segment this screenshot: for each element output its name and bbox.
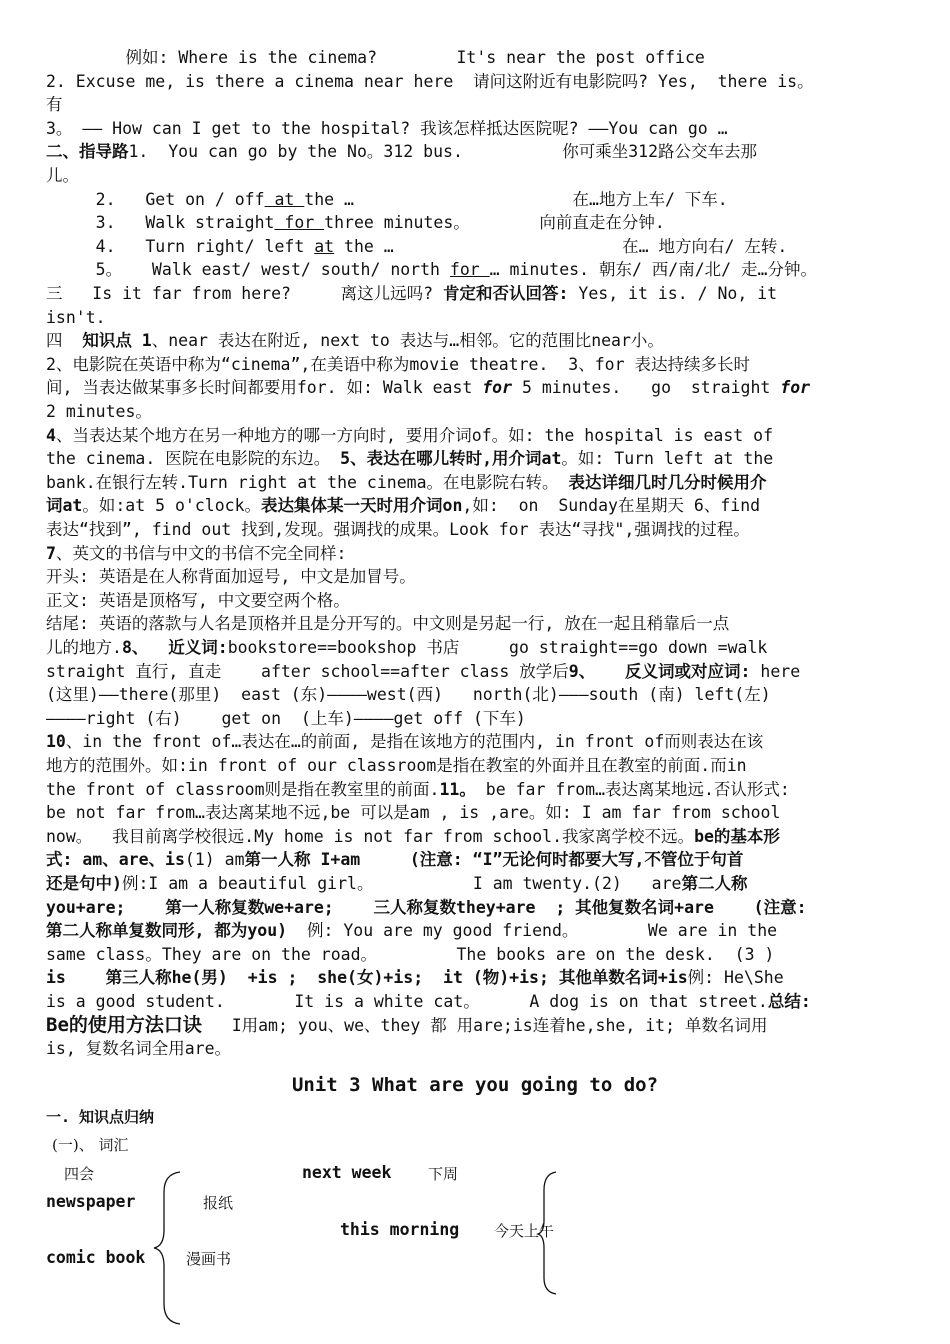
left-brace <box>150 1168 190 1328</box>
text-run: at <box>264 189 305 209</box>
text-run: 肯定和否认回答: <box>443 284 569 303</box>
text-run: 式: am、are、is <box>46 850 185 870</box>
text-line <box>46 164 904 188</box>
vocab-newspaper-cn: 报纸 <box>203 1194 234 1212</box>
text-run: 儿的地方. <box>46 638 122 657</box>
vocab-comic-book-cn: 漫画书 <box>186 1250 232 1268</box>
text-line <box>46 754 904 778</box>
text-run: 5、表达在哪儿转时,用介词at <box>340 449 562 469</box>
text-run: the … 在… 地方向右/ 左转. <box>334 236 788 256</box>
text-run: 2、电影院在英语中称为“cinema”,在美语中称为movie theatre. 3、for 表达持续多长时 <box>46 354 750 374</box>
text-run: Yes, it is. / No, it <box>568 284 778 303</box>
text-run: here <box>750 661 801 681</box>
text-run: 。如: Turn left at the <box>561 449 774 469</box>
text-line <box>46 494 904 518</box>
text-line <box>46 188 904 212</box>
text-run: be far from…表达离某地远.否认形式: <box>475 779 790 799</box>
text-run: 结尾: 英语的落款与人名是顶格并且是分开写的。中文则是另起一行, 放在一起且稍靠后一点 <box>46 614 730 634</box>
text-line <box>46 353 904 377</box>
unit-title: Unit 3 What are you going to do? <box>291 1074 659 1096</box>
text-run: the front of classroom则是指在教室里的前面. <box>46 779 440 799</box>
text-line <box>46 848 904 872</box>
text-line <box>46 1037 904 1061</box>
text-line <box>46 943 904 967</box>
text-line <box>46 258 904 282</box>
text-run: ————right (右) get on (上车)————get off (下车) <box>46 708 526 728</box>
text-run: 第二人称单复数同形, 都为you) <box>46 921 288 941</box>
text-line <box>46 636 904 660</box>
text-run: (1) am <box>184 850 245 870</box>
text-run: 正文: 英语是顶格写, 中文要空两个格。 <box>46 590 350 610</box>
text-run: 8、 近义词: <box>121 638 228 657</box>
text-run: you+are; 第一人称复数we+are; 三人称复数they+are ; 其他复数名词+are (注意: <box>46 897 807 917</box>
text-line <box>46 778 904 802</box>
text-line <box>46 211 904 235</box>
text-run: 表达详细几时几分时候用介 <box>568 472 767 492</box>
text-run: isn't. <box>46 307 106 327</box>
text-line <box>46 872 904 896</box>
text-line <box>46 376 904 400</box>
text-line <box>46 730 904 754</box>
text-line <box>46 565 904 589</box>
text-run: bookstore==bookshop 书店 go straight==go down =walk <box>227 638 768 657</box>
vocab-comic-book: comic book <box>46 1248 146 1267</box>
text-line <box>46 306 904 330</box>
text-run: three minutes。 向前直走在分钟. <box>324 213 665 233</box>
text-line <box>46 660 904 684</box>
text-line <box>46 966 904 990</box>
text-run: 4. Turn right/ left <box>46 236 315 256</box>
text-run: be的基本形 <box>694 826 780 846</box>
text-line <box>46 424 904 448</box>
text-run: for <box>274 213 325 233</box>
text-run: 例:I am a beautiful girl。 I am twenty.(2) are <box>121 874 682 893</box>
text-run: now。 我目前离学校很远.My home is not far from school.我家离学校不远。 <box>46 826 695 846</box>
text-run: 词at <box>46 496 83 516</box>
text-run: 表达“找到”, find out 找到,发现。强调找的成果。Look for 表达“寻找",强调找的过程。 <box>46 520 750 539</box>
text-run: 、英文的书信与中文的书信不完全同样: <box>55 543 347 563</box>
text-line <box>46 235 904 259</box>
vocab-this-morning-cn: 今天上午 <box>494 1222 555 1240</box>
text-run: 第二人称 <box>681 874 748 893</box>
text-run: 例如: Where is the cinema? It's near the post office <box>46 48 705 67</box>
text-run: 3。 —— How can I get to the hospital? 我该怎样抵达医院呢? ——You can go … <box>46 118 728 138</box>
text-run: 1. You can go by the No。312 bus. 你可乘坐312路公交车去那 <box>128 142 758 162</box>
text-run: 总结: <box>767 992 811 1011</box>
text-run: 例: He\She <box>687 968 784 988</box>
text-line <box>46 589 904 613</box>
text-run: 开头: 英语是在人称背面加逗号, 中文是加冒号。 <box>46 567 416 587</box>
text-run: straight 直行, 直走 after school==after class 放学后 <box>46 661 569 681</box>
text-run: 5。 Walk east/ west/ south/ north <box>46 260 450 280</box>
text-run: 还是句中) <box>46 874 122 893</box>
text-run: 2. Excuse me, is there a cinema near here 请问这附近有电影院吗? Yes, there is。 <box>46 71 814 91</box>
text-run: 儿。 <box>46 166 79 185</box>
text-line <box>46 93 904 117</box>
text-line <box>46 612 904 636</box>
text-run: 有 <box>46 95 63 115</box>
text-line <box>46 282 904 306</box>
text-run: 三 Is it far from here? 离这儿远吗? <box>46 284 444 303</box>
text-run: 第一人称 I+am (注意: “I”无论何时都要大写,不管位于句首 <box>244 850 744 870</box>
text-run: is 第三人称he(男) +is ; she(女)+is; it (物)+is; 其他单数名词+is <box>46 968 688 988</box>
text-run: 、in the front of…表达在…的前面, 是指在该地方的范围内, in front of而则表达在该 <box>65 732 764 752</box>
text-line <box>46 329 904 353</box>
text-run: 10 <box>46 732 66 752</box>
text-line <box>46 801 904 825</box>
text-run: 四 <box>46 331 83 351</box>
text-run: 4 <box>46 425 56 445</box>
text-run: 9、 反义词或对应词: <box>568 661 751 681</box>
text-run: 、当表达某个地方在另一种地方的哪一方向时, 要用介词of。如: the hospital is east of <box>55 425 774 445</box>
text-run: 间, 当表达做某事多长时间都要用for. 如: Walk east <box>46 378 483 398</box>
text-run: 2. Get on / off <box>46 189 265 209</box>
text-run: for <box>482 378 513 398</box>
text-line <box>46 518 904 542</box>
text-line <box>46 990 904 1014</box>
text-line <box>46 825 904 849</box>
vocab-next-week-cn: 下周 <box>428 1165 459 1183</box>
text-run: the … 在…地方上车/ 下车. <box>304 189 728 209</box>
text-line <box>46 400 904 424</box>
text-run: is, 复数名词全用are。 <box>46 1039 232 1059</box>
text-run: the cinema. 医院在电影院的东边。 <box>46 449 341 469</box>
section-subheading: (一)、 词汇 <box>52 1136 129 1154</box>
text-line <box>46 1014 904 1038</box>
text-run: bank.在银行左转.Turn right at the cinema。在电影院右转。 <box>46 472 569 492</box>
text-line <box>46 542 904 566</box>
text-line <box>46 140 904 164</box>
text-run: 二、指导路 <box>46 142 129 162</box>
text-run: 5 minutes. go straight <box>512 378 781 398</box>
text-line <box>46 117 904 141</box>
text-run: Be的使用方法口诀 <box>46 1013 202 1036</box>
right-brace <box>536 1168 566 1298</box>
text-run: 11。 <box>439 779 476 799</box>
text-run: 地方的范围外。如:in front of our classroom是指在教室的外面并且在教室的前面.而in <box>46 756 747 775</box>
section-heading: 一. 知识点归纳 <box>46 1108 155 1126</box>
text-run: 7 <box>46 543 56 563</box>
text-run: 表达集体某一天时用介词on <box>261 496 463 516</box>
text-run: (这里)——there(那里) east (东)————west(西) north(北)———south (南) left(左) <box>46 685 771 705</box>
text-run: for <box>780 378 811 398</box>
text-run: I用am; you、we、they 都 用are;is连着he,she, it; 单数名词用 <box>201 1015 768 1035</box>
text-line <box>46 447 904 471</box>
text-line <box>46 46 904 70</box>
text-line <box>46 919 904 943</box>
text-run: ,如: on Sunday在星期天 6、find <box>462 496 761 516</box>
text-run: 2 minutes。 <box>46 402 152 421</box>
text-line <box>46 896 904 920</box>
text-run: is a good student. It is a white cat。 A dog is on that street. <box>46 992 768 1011</box>
text-line <box>46 683 904 707</box>
text-run: at <box>314 236 335 256</box>
text-run: be not far from…表达离某地不远,be 可以是am , is ,are。如: I am far from school <box>46 803 781 823</box>
text-line <box>46 471 904 495</box>
text-run: 。如:at 5 o'clock。 <box>82 496 262 516</box>
text-line <box>46 70 904 94</box>
text-run: 3. Walk straight <box>46 213 275 233</box>
text-line <box>46 707 904 731</box>
text-run: 例: You are my good friend。 We are in the <box>287 921 778 941</box>
text-run: for <box>449 260 490 280</box>
vocab-newspaper: newspaper <box>46 1192 136 1211</box>
text-run: same class。They are on the road。 The books are on the desk. (3 ) <box>46 944 775 964</box>
vocab-this-morning: this morning <box>340 1220 460 1239</box>
vocab-next-week: next week <box>302 1163 392 1182</box>
text-run: 知识点 1 <box>82 331 152 351</box>
four-skills-label: 四会 <box>64 1165 95 1183</box>
text-run: … minutes. 朝东/ 西/南/北/ 走…分钟。 <box>489 260 817 280</box>
text-run: 、near 表达在附近, next to 表达与…相邻。它的范围比near小。 <box>151 331 664 351</box>
